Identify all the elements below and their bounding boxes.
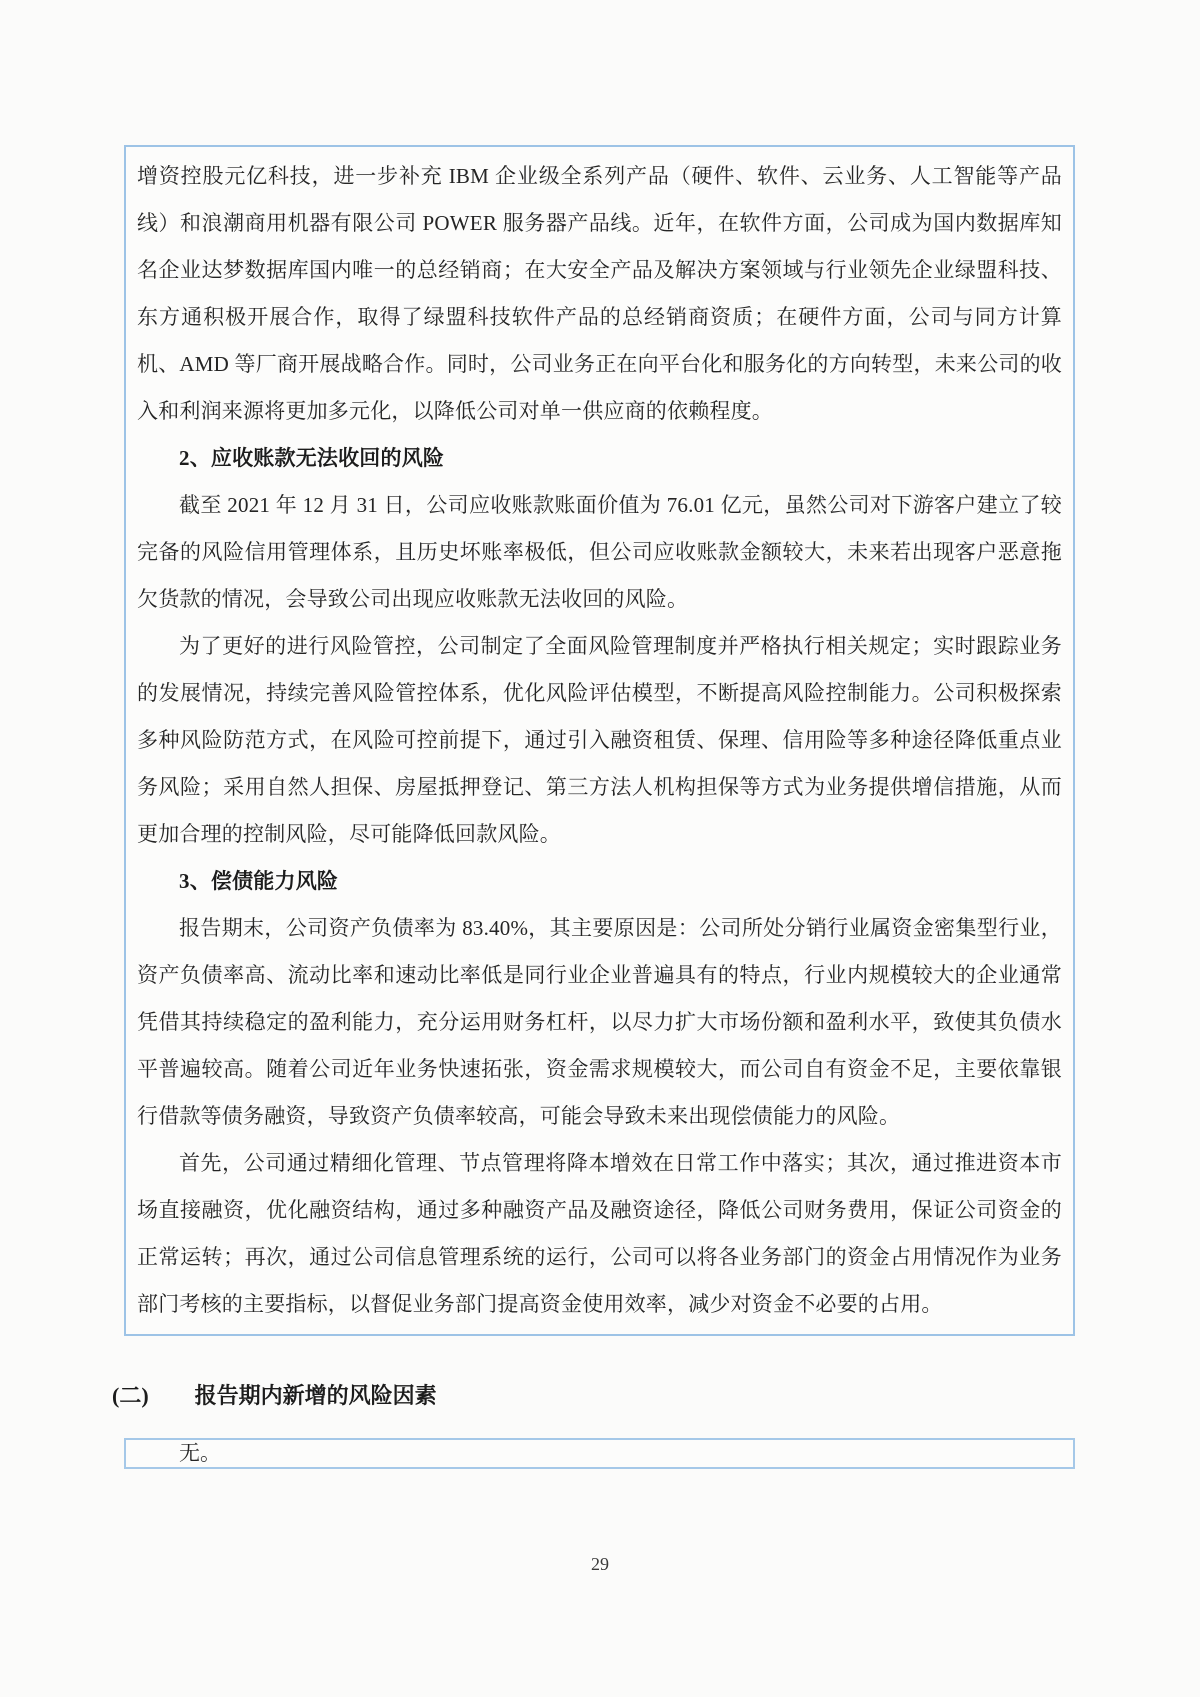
new-risk-none-box (124, 1438, 1075, 1469)
none-text: 无。 (179, 1441, 221, 1465)
risk-subheading: 2、应收账款无法收回的风险 (179, 446, 445, 470)
body-paragraph: 首先，公司通过精细化管理、节点管理将降本增效在日常工作中落实；其次，通过推进资本市场直接融资，优化融资结构，通过多种融资产品及融资途径，降低公司财务费用，保证公司资金的正常运转；再次，通过公司信息管理系统的运行，公司可以将各业务部门的资金占用情况作为业务部门考核的主要指标，以督促业务部门提高资金使用效率，减少对资金不必要的占用。 (137, 1151, 1062, 1316)
page-number: 29 (591, 1554, 609, 1574)
risk-factors-text-block (124, 145, 1075, 1336)
body-paragraph: 增资控股元亿科技，进一步补充 IBM 企业级全系列产品（硬件、软件、云业务、人工智能等产品线）和浪潮商用机器有限公司 POWER 服务器产品线。近年，在软件方面，公司成为国内数据库知名企业达梦数据库国内唯一的总经销商；在大安全产品及解决方案领域与行业领先企业绿盟科技、东方通积极开展合作，取得了绿盟科技软件产品的总经销商资质；在硬件方面，公司与同方计算机、AMD 等厂商开展战略合作。同时，公司业务正在向平台化和服务化的方向转型，未来公司的收入和利润来源将更加多元化，以降低公司对单一供应商的依赖程度。 (137, 164, 1062, 423)
section-title: 报告期内新增的风险因素 (194, 1383, 437, 1408)
section-number-label: (二) (112, 1383, 149, 1408)
section-heading-new-risks (112, 1381, 1075, 1411)
body-paragraph: 为了更好的进行风险管控，公司制定了全面风险管理制度并严格执行相关规定；实时跟踪业务的发展情况，持续完善风险管控体系，优化风险评估模型，不断提高风险控制能力。公司积极探索多种风险防范方式，在风险可控前提下，通过引入融资租赁、保理、信用险等多种途径降低重点业务风险；采用自然人担保、房屋抵押登记、第三方法人机构担保等方式为业务提供增信措施，从而更加合理的控制风险，尽可能降低回款风险。 (137, 634, 1062, 846)
body-paragraph: 截至 2021 年 12 月 31 日，公司应收账款账面价值为 76.01 亿元，虽然公司对下游客户建立了较完备的风险信用管理体系，且历史坏账率极低，但公司应收账款金额较大，未来若出现客户恶意拖欠货款的情况，会导致公司出现应收账款无法收回的风险。 (137, 493, 1062, 611)
body-paragraph: 报告期末，公司资产负债率为 83.40%，其主要原因是：公司所处分销行业属资金密集型行业，资产负债率高、流动比率和速动比率低是同行业企业普遍具有的特点，行业内规模较大的企业通常凭借其持续稳定的盈利能力，充分运用财务杠杆，以尽力扩大市场份额和盈利水平，致使其负债水平普遍较高。随着公司近年业务快速拓张，资金需求规模较大，而公司自有资金不足，主要依靠银行借款等债务融资，导致资产负债率较高，可能会导致未来出现偿债能力的风险。 (137, 916, 1062, 1128)
risk-subheading: 3、偿债能力风险 (179, 869, 339, 893)
